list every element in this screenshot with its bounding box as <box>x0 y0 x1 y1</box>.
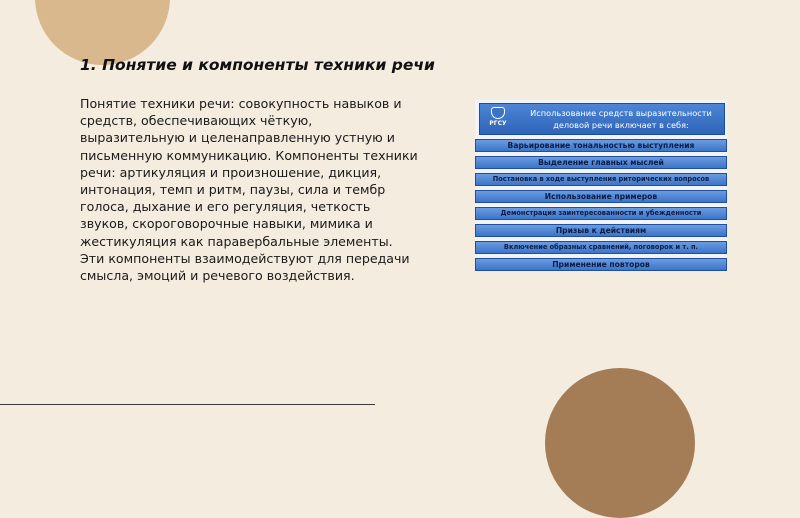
decorative-circle-bottom <box>545 368 695 518</box>
diagram-item: Демонстрация заинтересованности и убежденности <box>475 207 727 220</box>
crest-icon <box>491 107 505 119</box>
slide-body-text: Понятие техники речи: совокупность навыков и средств, обеспечивающих чёткую, выразительную и целенаправленную устную и письменную коммуникацию. Компоненты техники речи: артикуляция и произношение, дикция, интонация, темп и ритм, паузы, сила и тембр голоса, дыхание и его регуляция, четкость звуков, скороговорочные навыки, мимика и жестикуляция как паравербальные элементы. Эти компоненты взаимодействуют для передачи смысла, эмоций и речевого воздействия. <box>80 96 418 284</box>
slide-title: 1. Понятие и компоненты техники речи <box>80 56 435 74</box>
diagram-item: Призыв к действиям <box>475 224 727 237</box>
diagram-item: Постановка в ходе выступления риторических вопросов <box>475 173 727 186</box>
diagram-header-text: Использование средств выразительности деловой речи включает в себя: <box>530 108 712 130</box>
diagram-item: Использование примеров <box>475 190 727 203</box>
diagram-item: Включение образных сравнений, поговорок и т. п. <box>475 241 727 254</box>
diagram-item: Выделение главных мыслей <box>475 156 727 169</box>
diagram-list <box>475 139 727 275</box>
diagram-header <box>479 103 725 135</box>
logo-text: РГСУ <box>489 120 507 127</box>
university-logo <box>484 107 512 132</box>
diagram-item: Применение повторов <box>475 258 727 271</box>
divider-line <box>0 404 375 405</box>
expressiveness-diagram <box>475 100 727 270</box>
diagram-item: Варьирование тональностью выступления <box>475 139 727 152</box>
